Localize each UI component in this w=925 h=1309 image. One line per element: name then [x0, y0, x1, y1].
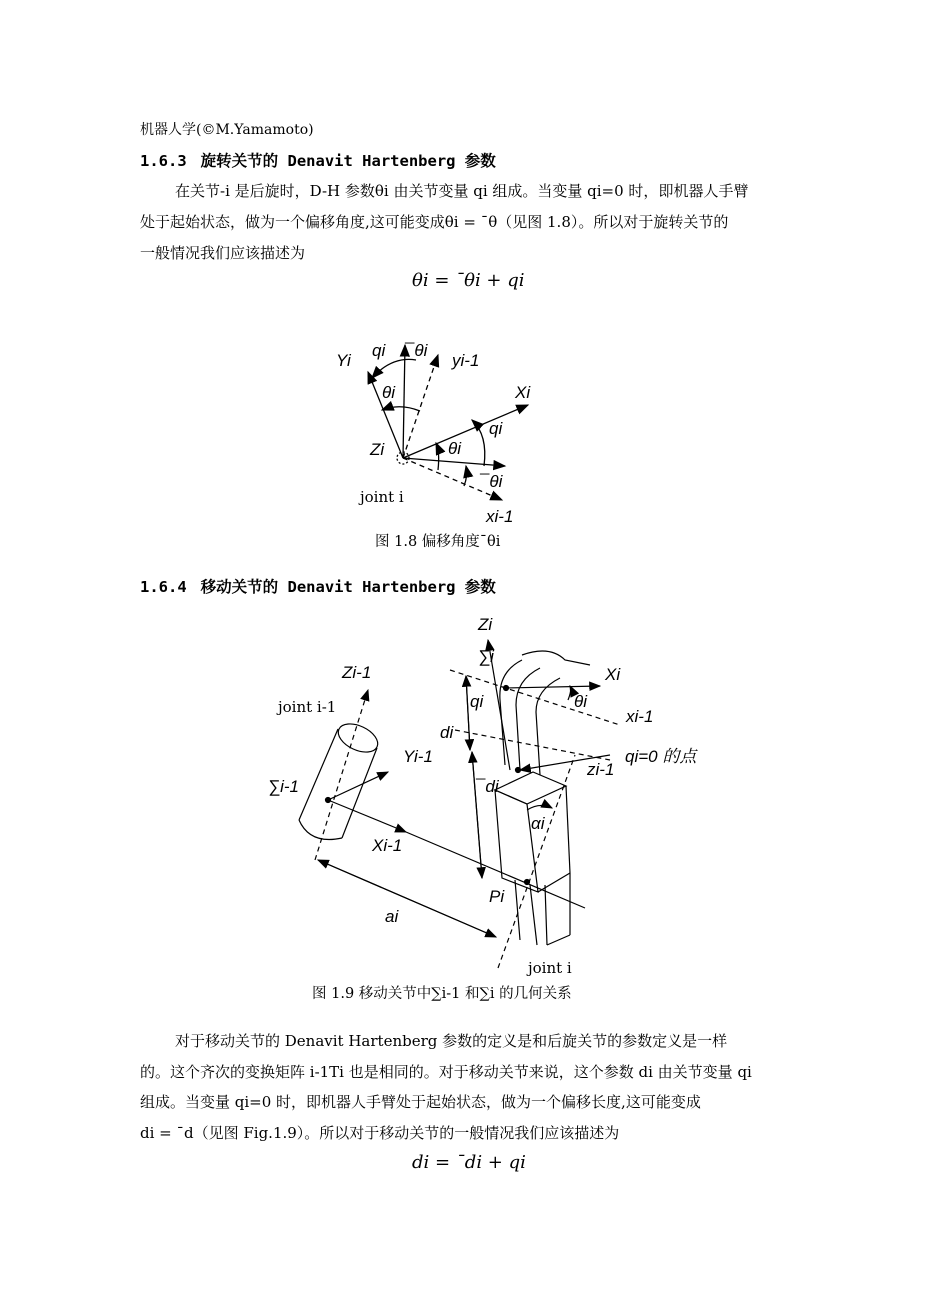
label-qi0: qi=0 的点 [625, 747, 697, 766]
label-theta-i: θi [574, 692, 587, 711]
equation-theta: θi = ¯θi + qi [412, 270, 525, 291]
label-qi: qi [470, 692, 484, 711]
paragraph-1-line-2: 处于起始状态，做为一个偏移角度,这可能变成θi = ¯θ（见图 1.8）。所以对于旋转关节的 [140, 213, 729, 231]
dim-ai-back [318, 860, 496, 937]
rail-right [536, 678, 560, 775]
arc-alpha-i [527, 805, 552, 810]
label-Yi: Yi [336, 351, 351, 370]
post-base [547, 935, 570, 945]
paragraph-2-line-4: di = ¯d（见图 Fig.1.9）。所以对于移动关节的一般情况我们应该描述为 [140, 1124, 620, 1142]
label-di: di [440, 723, 454, 742]
figure-1-9-caption: 图 1.9 移动关节中∑i-1 和∑i 的几何关系 [312, 986, 572, 1002]
section-number: 1.6.4 [140, 578, 187, 596]
paragraph-1-line-3: 一般情况我们应该描述为 [140, 244, 306, 262]
post-left [515, 880, 520, 940]
running-header: 机器人学(©M.Yamamoto) [140, 122, 314, 138]
label-alpha-i: αi [531, 814, 545, 833]
label-dbar: ¯di [476, 777, 499, 796]
section-title: 移动关节的 Denavit Hartenberg 参数 [200, 578, 496, 596]
box-front [495, 790, 538, 892]
label-sum-i: ∑i [478, 647, 494, 666]
paragraph-2-line-1: 对于移动关节的 Denavit Hartenberg 参数的定义是和后旋关节的参数定义是一样 [175, 1032, 728, 1050]
cylinder-bottom [299, 820, 342, 840]
paragraph-1-line-1: 在关节-i 是后旋时，D-H 参数θi 由关节变量 qi 组成。当变量 qi=0 时，即机器人手臂 [175, 182, 749, 200]
equation-d: di = ¯di + qi [412, 1152, 526, 1173]
point-Pi [525, 880, 530, 885]
box-top [495, 772, 566, 804]
point-qi0 [516, 768, 521, 773]
label-qi-right: qi [489, 419, 503, 438]
label-xi-1: xi-1 [486, 507, 514, 526]
label-joint-i: joint i [528, 959, 572, 977]
cylinder-side-right [342, 748, 377, 838]
rail-top [522, 651, 590, 665]
dim-dbar-back [472, 752, 482, 878]
point-origin-i [504, 686, 509, 691]
label-Pi: Pi [489, 887, 505, 906]
label-theta-bar-low: ¯θi [480, 472, 503, 491]
paragraph-2-line-2: 的。这个齐次的变换矩阵 i-1Ti 也是相同的。对于移动关节来说，这个参数 di 由关节变量 qi [140, 1063, 752, 1081]
axis-Xi-1 [328, 800, 406, 832]
post-mid [530, 885, 537, 945]
label-theta-mid: θi [382, 383, 395, 402]
dim-qi-back [466, 676, 470, 750]
label-theta-bar-top: ¯θi [405, 341, 428, 360]
box-right-bottom [538, 873, 570, 892]
ref-line-upper [455, 730, 610, 760]
post-right [545, 885, 547, 945]
label-theta-low: θi [448, 439, 461, 458]
label-joint-i-1: joint i-1 [278, 698, 337, 716]
section-number: 1.6.3 [140, 152, 187, 170]
box-right [566, 786, 570, 873]
figure-1-8-caption: 图 1.8 偏移角度¯θi [375, 534, 501, 550]
label-Zi: Zi [478, 615, 493, 634]
label-ai: ai [385, 907, 399, 926]
label-qi-top: qi [372, 341, 386, 360]
label-sum-i-1: ∑i-1 [268, 777, 300, 796]
label-Zi: Zi [370, 440, 385, 459]
label-Xi: Xi [605, 665, 621, 684]
label-Yi-1: Yi-1 [403, 747, 433, 766]
label-Xi: Xi [515, 383, 531, 402]
point-origin-i-1 [326, 798, 331, 803]
label-Zi-1: Zi-1 [342, 663, 372, 682]
label-yi-1: yi-1 [452, 351, 480, 370]
section-title: 旋转关节的 Denavit Hartenberg 参数 [200, 152, 496, 170]
label-xi-1: xi-1 [626, 707, 654, 726]
label-joint-i: joint i [360, 488, 404, 506]
label-zi-1: zi-1 [587, 760, 615, 779]
arc-theta-i [568, 686, 571, 700]
paragraph-2-line-3: 组成。当变量 qi=0 时，即机器人手臂处于起始状态，做为一个偏移长度,这可能变成 [140, 1093, 701, 1111]
label-Xi-1: Xi-1 [372, 836, 403, 855]
